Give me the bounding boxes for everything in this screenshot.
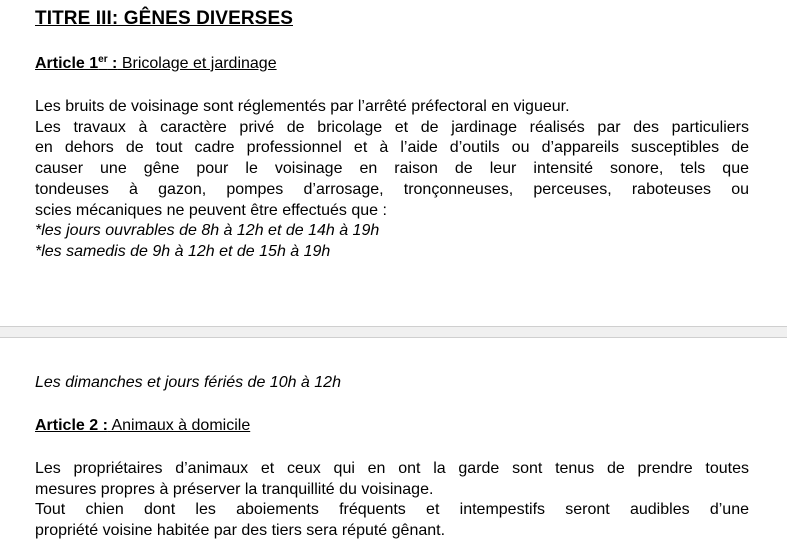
paragraph-line: tondeuses à gazon, pompes d’arrosage, tronçonneuses, perceuses, raboteuses ou: [35, 180, 749, 198]
article-2-label: Article 2 :: [35, 417, 108, 434]
paragraph-line: en dehors de tout cadre professionnel et à l’aide d’outils ou d’appareils susceptibles de: [35, 139, 749, 157]
article-1-subject: Bricolage et jardinage: [117, 55, 277, 72]
article-1-body: [35, 97, 749, 263]
paragraph-line: Tout chien dont les aboiements fréquents et intempestifs seront audibles d’une: [35, 501, 749, 519]
article-1-label: Article 1er :: [35, 54, 118, 72]
paragraph-line: causer une gêne pour le voisinage en raison de leur intensité sonore, tels que: [35, 160, 749, 178]
page-break: [0, 326, 787, 338]
article-2-heading: [35, 417, 250, 435]
article-1-heading: [35, 54, 277, 73]
paragraph-line: scies mécaniques ne peuvent être effectués que :: [35, 201, 387, 219]
paragraph-line: mesures propres à préserver la tranquillité du voisinage.: [35, 480, 434, 498]
section-title: TITRE III: GÊNES DIVERSES: [35, 8, 293, 29]
schedule-sundays: Les dimanches et jours fériés de 10h à 12h: [35, 374, 341, 391]
document-page-2: [0, 338, 787, 558]
paragraph-line: Les propriétaires d’animaux et ceux qui en ont la garde sont tenus de prendre toutes: [35, 460, 749, 477]
schedule-sundays-block: [35, 373, 749, 394]
schedule-weekdays: *les jours ouvrables de 8h à 12h et de 14h à 19h: [35, 222, 380, 240]
paragraph-line: Les bruits de voisinage sont réglementés par l’arrêté préfectoral en vigueur.: [35, 98, 570, 115]
paragraph-line: propriété voisine habitée par des tiers sera réputé gênant.: [35, 522, 446, 540]
paragraph-line: Les travaux à caractère privé de bricolage et de jardinage réalisés par des particuliers: [35, 118, 749, 136]
article-2-body: [35, 459, 749, 542]
article-2-subject: Animaux à domicile: [107, 417, 251, 434]
schedule-saturdays: *les samedis de 9h à 12h et de 15h à 19h: [35, 242, 331, 260]
